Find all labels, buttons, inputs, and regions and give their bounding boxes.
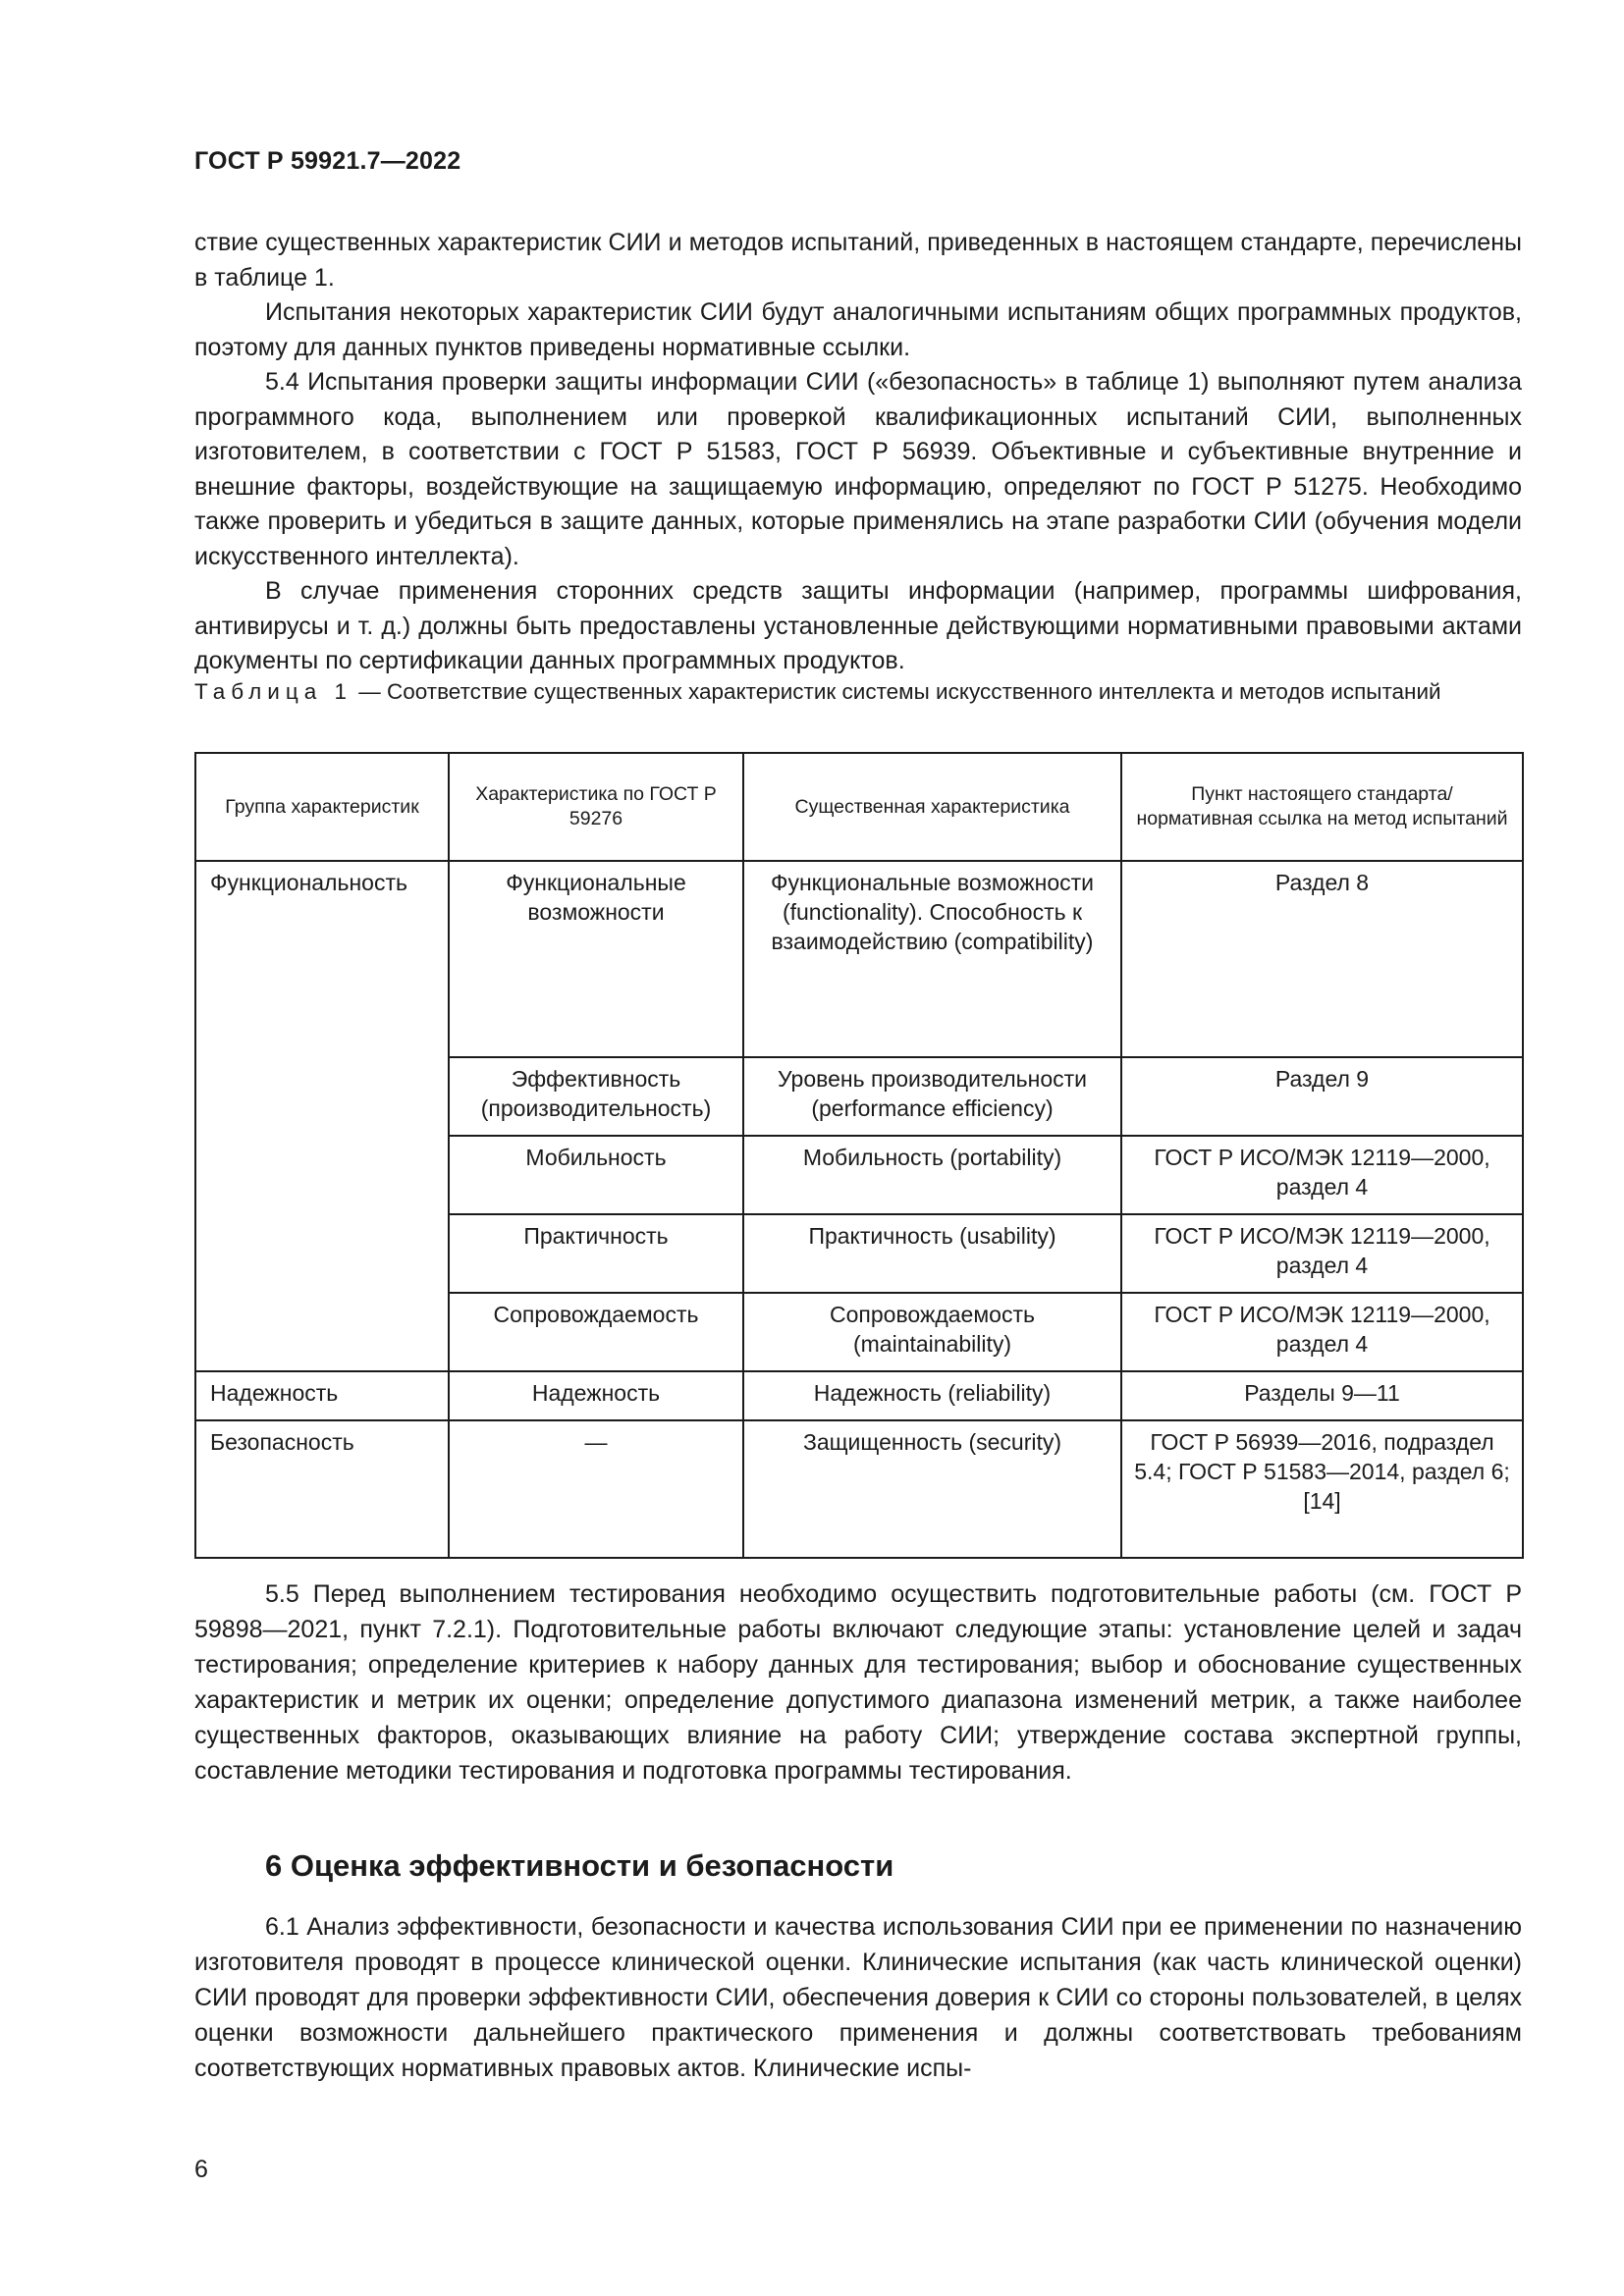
essential-cell: Мобильность (portability) [743,1136,1121,1214]
essential-cell: Защищенность (security) [743,1420,1121,1558]
table-header-row [195,753,1523,861]
reference-cell: ГОСТ Р ИСО/МЭК 12119—2000, раздел 4 [1121,1136,1523,1214]
document-header: ГОСТ Р 59921.7—2022 [194,147,461,175]
characteristic-cell: — [449,1420,743,1558]
characteristics-table [194,752,1524,1559]
column-header: Пункт настоящего стандарта/ нормативная ссылка на метод испытаний [1121,753,1523,861]
characteristic-cell: Сопровождаемость [449,1293,743,1371]
column-header: Характеристика по ГОСТ Р 59276 [449,753,743,861]
essential-cell: Функциональные возможности (functionality). Способность к взаимодействию (compatibility) [743,861,1121,1057]
column-header: Группа характеристик [195,753,449,861]
reference-cell: ГОСТ Р 56939—2016, подраздел 5.4; ГОСТ Р 51583—2014, раздел 6; [14] [1121,1420,1523,1558]
paragraph: ствие существенных характеристик СИИ и методов испытаний, приведенных в настоящем стандарте, перечислены в таблице 1. [194,229,1522,292]
characteristic-cell: Практичность [449,1214,743,1293]
reference-cell: Раздел 8 [1121,861,1523,1057]
section-title: 6 Оценка эффективности и безопасности [265,1848,894,1883]
after-table-text [194,1576,1522,1789]
table-caption-text: — Соответствие существенных характеристик системы искусственного интеллекта и методов испытаний [358,679,1441,704]
reference-cell: Разделы 9—11 [1121,1371,1523,1420]
page-number: 6 [194,2156,208,2183]
paragraph-5-5: 5.5 Перед выполнением тестирования необходимо осуществить подготовительные работы (см. ГОСТ Р 59898—2021, пункт 7.2.1). Подготовительные работы включают следующие этапы: установление целей и задач тестирования; определение критериев к набору данных для тестирования; выбор и обоснование существенных характеристик и метрик их оценки; определение допустимого диапазона изменений метрик, а также наиболее существенных факторов, оказывающих влияние на работу СИИ; утверждение состава экспертной группы, составление методики тестирования и подготовка программы тестирования. [194,1580,1522,1785]
table-caption-label: Таблица 1 [194,679,352,704]
table-caption [194,677,1522,707]
table-row [195,861,1523,1057]
table-row [195,1420,1523,1558]
table-row [195,1371,1523,1420]
group-cell: Функциональность [195,861,449,1371]
characteristic-cell: Мобильность [449,1136,743,1214]
paragraph-5-4: 5.4 Испытания проверки защиты информации СИИ («безопасность» в таблице 1) выполняют путем анализа программного кода, выполнением или проверкой квалификационных испытаний СИИ, выполненных изготовителем, в соответствии с ГОСТ Р 51583, ГОСТ Р 56939. Объективные и субъективные внутренние и внешние факторы, воздействующие на защищаемую информацию, определяют по ГОСТ Р 51275. Необходимо также проверить и убедиться в защите данных, которые применялись на этапе разработки СИИ (обучения модели искусственного интеллекта). [194,368,1522,570]
reference-cell: ГОСТ Р ИСО/МЭК 12119—2000, раздел 4 [1121,1214,1523,1293]
characteristic-cell: Функциональные возможности [449,861,743,1057]
intro-text [194,226,1522,679]
essential-cell: Сопровождаемость (maintainability) [743,1293,1121,1371]
reference-cell: Раздел 9 [1121,1057,1523,1136]
characteristic-cell: Эффективность (производительность) [449,1057,743,1136]
group-cell: Надежность [195,1371,449,1420]
reference-cell: ГОСТ Р ИСО/МЭК 12119—2000, раздел 4 [1121,1293,1523,1371]
essential-cell: Практичность (usability) [743,1214,1121,1293]
characteristic-cell: Надежность [449,1371,743,1420]
essential-cell: Уровень производительности (performance efficiency) [743,1057,1121,1136]
paragraph-6-1: 6.1 Анализ эффективности, безопасности и качества использования СИИ при ее применении по назначению изготовителя проводят в процессе клинической оценки. Клинические испытания (как часть клинической оценки) СИИ проводят для проверки эффективности СИИ, обеспечения доверия к СИИ со стороны пользователей, в целях оценки возможности дальнейшего практического применения и должны соответствовать требованиям соответствующих нормативных правовых актов. Клинические испы- [194,1913,1522,2082]
group-cell: Безопасность [195,1420,449,1558]
paragraph: В случае применения сторонних средств защиты информации (например, программы шифрования, антивирусы и т. д.) должны быть предоставлены установленные действующими нормативными правовыми актами документы по сертификации данных программных продуктов. [194,577,1522,674]
section-text [194,1909,1522,2086]
paragraph: Испытания некоторых характеристик СИИ будут аналогичными испытаниям общих программных продуктов, поэтому для данных пунктов приведены нормативные ссылки. [194,298,1522,361]
essential-cell: Надежность (reliability) [743,1371,1121,1420]
column-header: Существенная характеристика [743,753,1121,861]
